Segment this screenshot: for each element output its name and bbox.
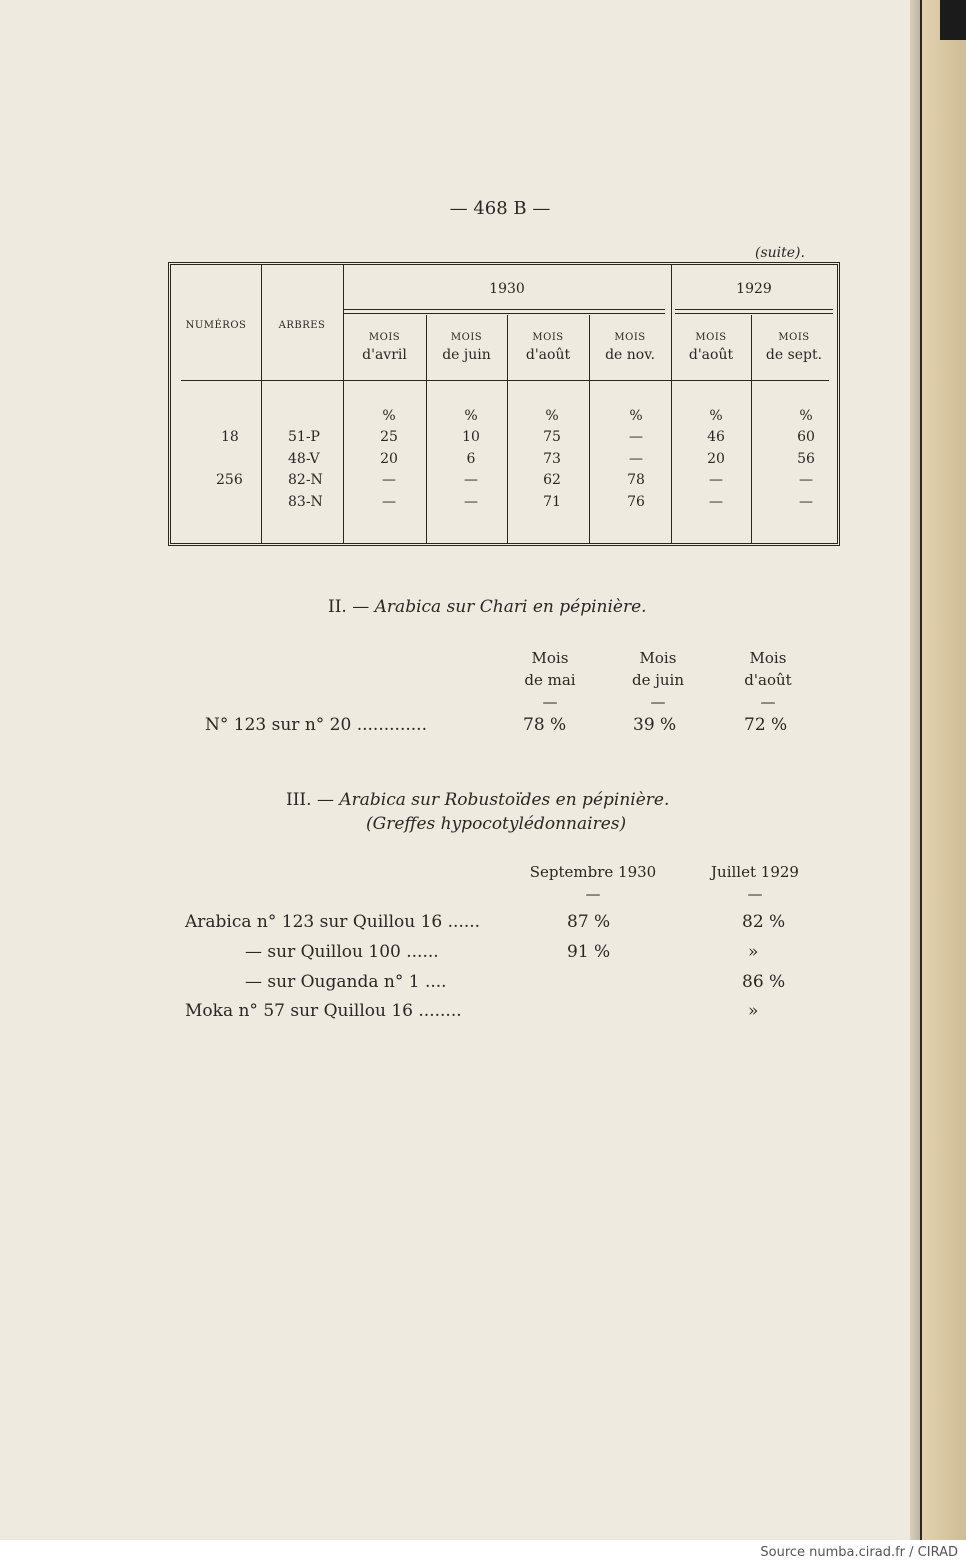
- row-value: —: [629, 451, 643, 467]
- source-credit: Source numba.cirad.fr / CIRAD: [760, 1545, 958, 1560]
- section-2-header: [728, 647, 808, 713]
- header-year-1930: 1930: [489, 281, 525, 297]
- header-line: de juin: [631, 671, 685, 689]
- header-dash: —: [760, 693, 776, 711]
- header-mois: MOIS: [778, 332, 810, 343]
- row-arbre: 48-V: [288, 451, 320, 467]
- header-mois: MOIS: [695, 332, 727, 343]
- row-value: 62: [543, 472, 561, 488]
- row-value: —: [799, 472, 813, 488]
- header-month: de juin: [442, 347, 491, 363]
- header-line: d'août: [744, 671, 792, 689]
- page-edge: [910, 0, 920, 1540]
- section-3-value: 91 %: [567, 942, 611, 962]
- section-2-value: 39 %: [633, 715, 677, 735]
- section-3-number: III. —: [286, 790, 340, 810]
- header-mois: MOIS: [614, 332, 646, 343]
- row-value: 20: [707, 451, 725, 467]
- section-2-value: 78 %: [523, 715, 567, 735]
- header-month: d'août: [525, 347, 571, 363]
- row-value: 20: [380, 451, 398, 467]
- section-2-title-text: Arabica sur Chari en pépinière.: [374, 597, 647, 617]
- row-value: —: [464, 472, 478, 488]
- header-line: de mai: [524, 671, 576, 689]
- year-underline: [675, 309, 833, 310]
- year-underline: [343, 313, 665, 314]
- section-3-value: 82 %: [742, 912, 786, 932]
- percent-sign: %: [709, 408, 723, 424]
- section-3-header: [518, 861, 668, 905]
- row-value: 56: [797, 451, 815, 467]
- header-year-1929: 1929: [736, 281, 772, 297]
- header-line: Juillet 1929: [711, 863, 799, 881]
- section-3-header: [690, 861, 820, 905]
- section-3-value: »: [748, 1001, 759, 1021]
- row-numero: 18: [221, 429, 239, 445]
- header-month: de nov.: [605, 347, 655, 363]
- section-2-row-label: N° 123 sur n° 20 .............: [205, 715, 427, 735]
- percent-sign: %: [799, 408, 813, 424]
- row-arbre: 82-N: [288, 472, 323, 488]
- header-dash: —: [542, 693, 558, 711]
- header-month: d'août: [688, 347, 734, 363]
- year-underline: [675, 313, 833, 314]
- row-numero: 256: [216, 472, 243, 488]
- row-value: —: [464, 494, 478, 510]
- percent-sign: %: [545, 408, 559, 424]
- row-value: —: [709, 472, 723, 488]
- header-month: d'avril: [362, 347, 407, 363]
- section-3-title-text: Arabica sur Robustoïdes en pépinière.: [339, 790, 670, 810]
- header-dash: —: [650, 693, 666, 711]
- row-value: —: [382, 472, 396, 488]
- row-value: —: [799, 494, 813, 510]
- row-value: —: [382, 494, 396, 510]
- header-line: Mois: [531, 649, 569, 667]
- header-mois: MOIS: [450, 332, 483, 343]
- section-3-row-label: — sur Quillou 100 ......: [245, 942, 439, 962]
- header-line: Septembre 1930: [529, 863, 657, 881]
- header-month: de sept.: [765, 347, 823, 363]
- section-3-row-label: — sur Ouganda n° 1 ....: [245, 972, 447, 992]
- section-3-row-label: Arabica n° 123 sur Quillou 16 ......: [185, 912, 481, 932]
- row-value: 10: [462, 429, 480, 445]
- row-value: —: [709, 494, 723, 510]
- row-value: —: [629, 429, 643, 445]
- row-value: 6: [466, 451, 476, 467]
- header-mois: MOIS: [532, 332, 564, 343]
- section-2-title: [328, 597, 647, 617]
- row-value: 46: [707, 429, 725, 445]
- row-arbre: 83-N: [288, 494, 323, 510]
- header-line: Mois: [749, 649, 787, 667]
- section-2-value: 72 %: [744, 715, 788, 735]
- col-divider: [261, 265, 262, 543]
- header-mois: MOIS: [368, 332, 401, 343]
- row-value: 25: [380, 429, 398, 445]
- percent-sign: %: [382, 408, 396, 424]
- section-3-subtitle: (Greffes hypocotylédonnaires): [366, 814, 627, 834]
- row-value: 71: [543, 494, 561, 510]
- row-value: 75: [543, 429, 561, 445]
- row-value: 60: [797, 429, 815, 445]
- section-3-row-label: Moka n° 57 sur Quillou 16 ........: [185, 1001, 462, 1021]
- section-2-number: II. —: [328, 597, 375, 617]
- percent-sign: %: [464, 408, 478, 424]
- header-dash: —: [747, 885, 763, 903]
- continued-label: (suite).: [755, 245, 805, 261]
- col-divider: [343, 265, 344, 543]
- row-value: 73: [543, 451, 561, 467]
- header-numeros: NUMÉROS: [185, 320, 247, 331]
- header-line: Mois: [639, 649, 677, 667]
- row-value: 76: [627, 494, 645, 510]
- section-3-value: 86 %: [742, 972, 786, 992]
- section-2-header: [618, 647, 698, 713]
- results-table: [168, 262, 840, 546]
- scan-border: [940, 0, 966, 40]
- section-3-value: 87 %: [567, 912, 611, 932]
- header-dash: —: [585, 885, 601, 903]
- percent-sign: %: [629, 408, 643, 424]
- book-binding: [920, 0, 966, 1540]
- page-number: — 468 B —: [449, 198, 551, 219]
- row-arbre: 51-P: [288, 429, 320, 445]
- section-3-title: [286, 790, 669, 810]
- row-value: 78: [627, 472, 645, 488]
- section-3-value: »: [748, 942, 759, 962]
- year-underline: [343, 309, 665, 310]
- header-arbres: ARBRES: [278, 320, 326, 331]
- section-2-header: [510, 647, 590, 713]
- header-underline: [181, 380, 829, 381]
